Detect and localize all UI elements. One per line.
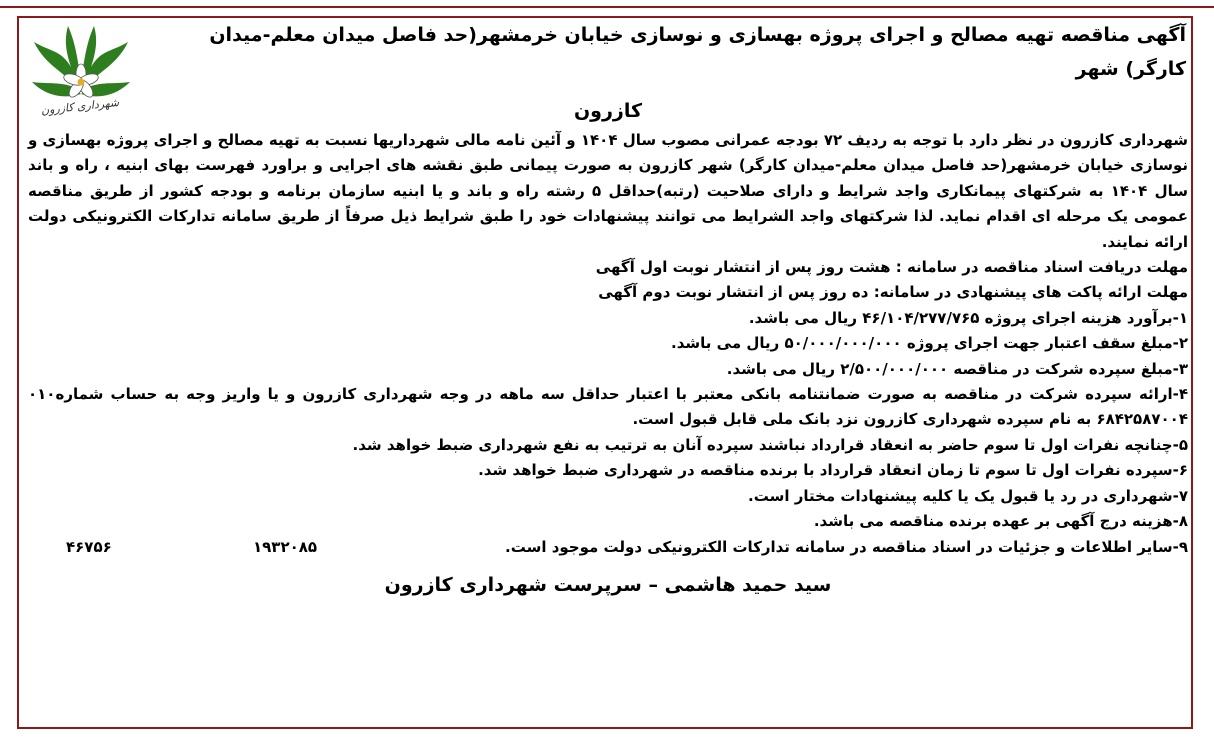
condition-item: ۷-شهرداری در رد یا قبول یک یا کلیه پیشنهادات مختار است.	[748, 486, 1188, 505]
condition-item: ۹-سایر اطلاعات و جزئیات در اسناد مناقصه در سامانه تدارکات الکترونیکی دولت موجود است.	[505, 537, 1188, 556]
condition-item: ۱-برآورد هزینه اجرای پروژه ۴۶/۱۰۴/۲۷۷/۷۶۵ ریال می باشد.	[748, 308, 1188, 327]
ad-content	[28, 18, 1188, 600]
signature: سید حمید هاشمی – سرپرست شهرداری کازرون	[384, 573, 832, 596]
last-row	[28, 535, 1188, 560]
condition-item: ۲-مبلغ سقف اعتبار جهت اجرای پروژه ۵۰/۰۰۰/۰۰۰/۰۰۰ ریال می باشد.	[671, 334, 1188, 353]
ad-code-2: ۴۶۷۵۶	[66, 537, 112, 556]
condition-item: ۵-چنانچه نفرات اول تا سوم حاضر به انعقاد قرارداد نباشند سپرده آنان به ترتیب به نفع شهرداری ضبط خواهد شد.	[352, 435, 1188, 454]
condition-item: ۴-ارائه سپرده شرکت در مناقصه به صورت ضمانتنامه بانکی معتبر با اعتبار حداقل سه ماهه در وجه شهرداری کازرون و یا واریز وجه به حساب شماره۰۱۰ ۶۸۴۲۵۸۷۰۰۴ به نام سپرده شهرداری کازرون نزد بانک ملی قابل قبول است.	[28, 385, 1188, 429]
ad-title: آگهی مناقصه تهیه مصالح و اجرای پروژه بهسازی و نوسازی خیابان خرمشهر(حد فاصل میدان معلم-میدان کارگر) شهر	[209, 24, 1186, 80]
top-border-strip	[0, 0, 1214, 8]
deadline-receive: مهلت دریافت اسناد مناقصه در سامانه : هشت روز پس از انتشار نوبت اول آگهی	[595, 258, 1188, 277]
ad-code-1: ۱۹۳۲۰۸۵	[253, 537, 318, 556]
condition-item: ۳-مبلغ سپرده شرکت در مناقصه ۲/۵۰۰/۰۰۰/۰۰۰ ریال می باشد.	[726, 359, 1188, 378]
ad-title-city: کازرون	[573, 100, 643, 122]
condition-item: ۸-هزینه درج آگهی بر عهده برنده مناقصه می باشد.	[813, 512, 1188, 531]
deadline-submit: مهلت ارائه پاکت های پیشنهادی در سامانه: ده روز پس از انتشار نوبت دوم آگهی	[598, 283, 1188, 302]
condition-item: ۶-سپرده نفرات اول تا سوم تا زمان انعقاد قرارداد با برنده مناقصه در شهرداری ضبط خواهد شد.	[478, 461, 1188, 480]
intro-paragraph: شهرداری کازرون در نظر دارد با توجه به ردیف ۷۲ بودجه عمرانی مصوب سال ۱۴۰۴ و آئین نامه مالی شهرداریها نسبت به تهیه مصالح و اجرای پروژه بهسازی و نوسازی خیابان خرمشهر(حد فاصل میدان معلم-میدان کارگر) شهر کازرون به صورت پیمانی طبق نقشه های اجرایی و براورد فهرست بهای ابنیه ، راه و باند سال ۱۴۰۴ به شرکتهای پیمانکاری واجد شرایط و دارای صلاحیت (رتبه)حداقل ۵ رشته راه و باند و یا ابنیه سازمان برنامه و بودجه کشور از طریق مناقصه عمومی یک مرحله ای اقدام نماید. لذا شرکتهای واجد الشرایط می توانند پیشنهادات خود را طبق شرایط ذیل صرفاً از طریق سامانه تدارکات الکترونیکی دولت ارائه نمایند.	[28, 131, 1189, 251]
logo-caption: شهرداری کازرون	[40, 95, 120, 118]
